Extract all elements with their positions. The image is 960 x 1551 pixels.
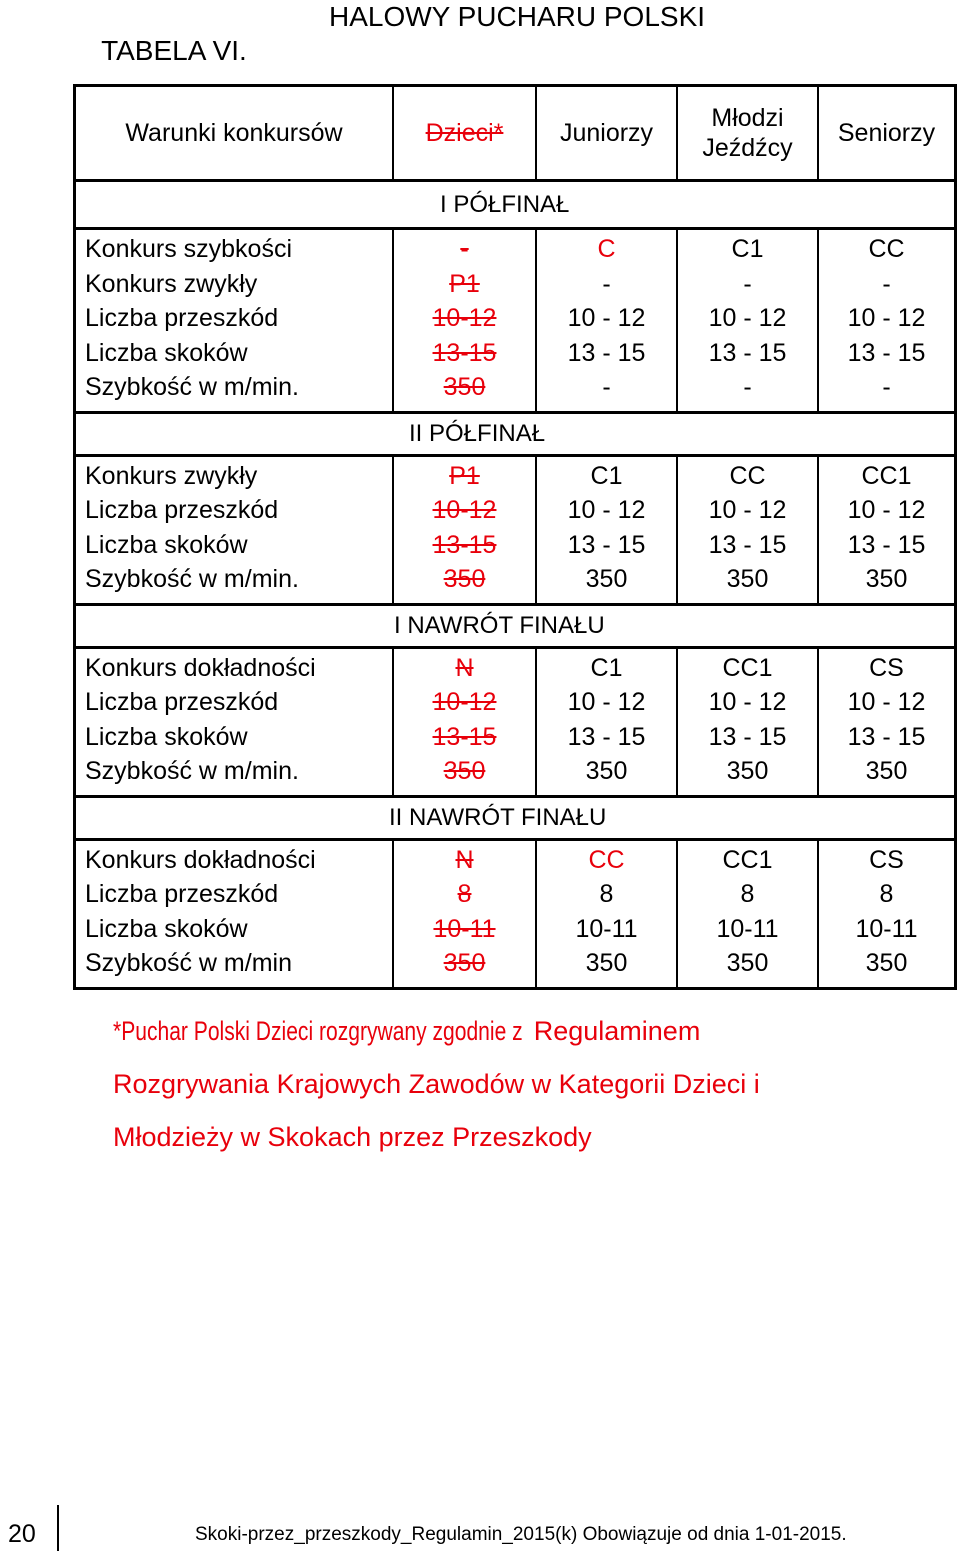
cell: 10 - 12 <box>847 496 926 524</box>
row-label: Szybkość w m/min. <box>85 565 299 593</box>
cell: N <box>455 653 474 682</box>
cell: CC1 <box>861 461 912 490</box>
footnote-line-1 <box>113 1005 760 1058</box>
cell: 10-11 <box>716 914 779 943</box>
row-label: Szybkość w m/min <box>85 949 292 977</box>
row-label: Szybkość w m/min. <box>85 373 299 401</box>
cell: 10-11 <box>575 914 638 943</box>
footnote-part-2: Regulaminem <box>526 1016 701 1046</box>
label-column <box>76 649 392 795</box>
juniorzy-column <box>535 649 676 795</box>
cell: P1 <box>449 461 480 490</box>
cell: 10-12 <box>432 496 497 524</box>
cell: 13 - 15 <box>847 530 926 559</box>
cell: 10-12 <box>432 688 497 716</box>
cell: 13 - 15 <box>708 338 787 367</box>
cell: 13-15 <box>432 530 497 559</box>
cell: 350 <box>865 757 908 785</box>
footnote <box>113 1005 760 1164</box>
cell: 10 - 12 <box>708 304 787 332</box>
cell: 13 - 15 <box>708 530 787 559</box>
cell: C1 <box>731 235 764 263</box>
row-label: Konkurs szybkości <box>85 235 293 263</box>
row-label: Liczba przeszkód <box>85 496 279 524</box>
cell: 13 - 15 <box>567 530 646 559</box>
table-header <box>76 87 954 182</box>
juniorzy-column <box>535 457 676 603</box>
seniorzy-column <box>817 457 954 603</box>
cell: CC <box>729 461 766 490</box>
row-label: Konkurs zwykły <box>85 269 258 298</box>
cell: C1 <box>590 461 623 490</box>
cell: 350 <box>443 373 486 401</box>
header-seniorzy: Seniorzy <box>817 87 954 179</box>
row-label: Liczba przeszkód <box>85 304 279 332</box>
dzieci-column <box>392 230 535 411</box>
footnote-part-1: *Puchar Polski Dzieci rozgrywany zgodnie z <box>113 1016 523 1046</box>
cell: 13-15 <box>432 338 497 367</box>
row-label: Konkurs dokładności <box>85 653 316 682</box>
cell: 350 <box>443 757 486 785</box>
cell: - <box>602 373 611 401</box>
cell: 350 <box>585 565 628 593</box>
header-juniorzy: Juniorzy <box>535 87 676 179</box>
cell: 13 - 15 <box>708 722 787 751</box>
cell: C1 <box>590 653 623 682</box>
cell: 350 <box>726 949 769 977</box>
section-body-4 <box>76 841 954 987</box>
header-dzieci: Dzieci* <box>392 87 535 179</box>
cell: 350 <box>865 565 908 593</box>
row-label: Konkurs zwykły <box>85 461 258 490</box>
cell: 13-15 <box>432 722 497 751</box>
cell: 13 - 15 <box>567 338 646 367</box>
cell: P1 <box>449 269 480 298</box>
label-column <box>76 230 392 411</box>
cell: 8 <box>879 880 894 908</box>
seniorzy-column <box>817 649 954 795</box>
cell: - <box>882 373 891 401</box>
cell: 10-12 <box>432 304 497 332</box>
header-conditions: Warunki konkursów <box>125 119 343 147</box>
page-number: 20 <box>8 1520 36 1548</box>
section-body-1 <box>76 230 954 414</box>
cell: CC <box>588 845 625 874</box>
row-label: Liczba skoków <box>85 722 248 751</box>
section-header-3 <box>76 606 954 649</box>
section-title: II NAWRÓT FINAŁU <box>389 803 607 831</box>
section-body-2 <box>76 457 954 606</box>
cell: 350 <box>443 565 486 593</box>
mlodzi-column <box>676 841 817 987</box>
mlodzi-column <box>676 457 817 603</box>
conditions-table <box>73 84 957 990</box>
cell: CS <box>869 653 904 682</box>
mlodzi-column <box>676 649 817 795</box>
cell: 8 <box>599 880 614 908</box>
cell: 13 - 15 <box>847 338 926 367</box>
cell: 8 <box>457 880 472 908</box>
cell: 10 - 12 <box>708 688 787 716</box>
cell: 350 <box>585 949 628 977</box>
cell: - <box>743 373 752 401</box>
row-label: Liczba skoków <box>85 338 248 367</box>
section-title: I NAWRÓT FINAŁU <box>394 611 605 639</box>
dzieci-column <box>392 649 535 795</box>
seniorzy-column <box>817 841 954 987</box>
section-title: I PÓŁFINAŁ <box>440 190 570 218</box>
dzieci-column <box>392 457 535 603</box>
section-body-3 <box>76 649 954 798</box>
cell: CC1 <box>722 845 773 874</box>
cell: 13 - 15 <box>567 722 646 751</box>
juniorzy-column <box>535 230 676 411</box>
cell: 350 <box>585 757 628 785</box>
cell: 350 <box>726 565 769 593</box>
cell: 10 - 12 <box>708 496 787 524</box>
section-title: II PÓŁFINAŁ <box>409 419 546 447</box>
row-label: Liczba przeszkód <box>85 880 279 908</box>
dzieci-column <box>392 841 535 987</box>
cell: 350 <box>443 949 486 977</box>
cell: 10 - 12 <box>567 688 646 716</box>
footnote-line-2: Rozgrywania Krajowych Zawodów w Kategorii Dzieci i <box>113 1069 760 1099</box>
cell: - <box>460 235 469 263</box>
footer-divider <box>57 1505 59 1551</box>
cell: CS <box>869 845 904 874</box>
label-column <box>76 841 392 987</box>
row-label: Liczba skoków <box>85 914 248 943</box>
table-title: HALOWY PUCHARU POLSKI <box>329 1 706 32</box>
cell: C <box>597 235 616 263</box>
cell: 10-11 <box>855 914 918 943</box>
cell: 350 <box>726 757 769 785</box>
cell: 10 - 12 <box>567 304 646 332</box>
row-label: Konkurs dokładności <box>85 845 316 874</box>
juniorzy-column <box>535 841 676 987</box>
row-label: Liczba skoków <box>85 530 248 559</box>
footer-text: Skoki-przez_przeszkody_Regulamin_2015(k) Obowiązuje od dnia 1-01-2015. <box>195 1524 847 1545</box>
cell: 10 - 12 <box>847 304 926 332</box>
row-label: Szybkość w m/min. <box>85 757 299 785</box>
cell: 8 <box>740 880 755 908</box>
cell: CC <box>868 235 905 263</box>
table-number: TABELA VI. <box>101 35 247 66</box>
section-header-2 <box>76 414 954 457</box>
cell: 10 - 12 <box>847 688 926 716</box>
footnote-line-3: Młodzieży w Skokach przez Przeszkody <box>113 1122 592 1152</box>
section-header-4 <box>76 798 954 841</box>
mlodzi-column <box>676 230 817 411</box>
section-header-1 <box>76 182 954 230</box>
cell: 13 - 15 <box>847 722 926 751</box>
seniorzy-column <box>817 230 954 411</box>
row-label: Liczba przeszkód <box>85 688 279 716</box>
cell: N <box>455 845 474 874</box>
cell: 10-11 <box>433 914 496 943</box>
cell: 10 - 12 <box>567 496 646 524</box>
cell: CC1 <box>722 653 773 682</box>
cell: - <box>882 269 891 298</box>
label-column <box>76 457 392 603</box>
header-mlodzi-jezdzcy: Młodzi Jeźdźcy <box>676 87 817 179</box>
cell: - <box>743 269 752 298</box>
cell: - <box>602 269 611 298</box>
cell: 350 <box>865 949 908 977</box>
